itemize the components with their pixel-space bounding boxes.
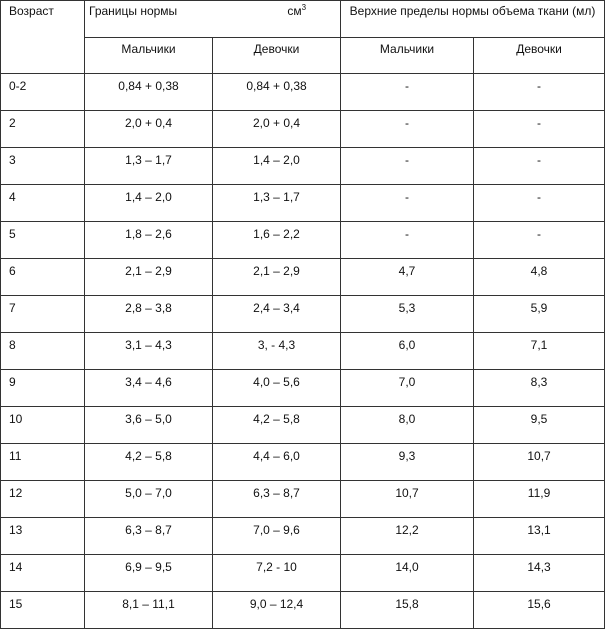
upper-boys-cell: 15,8 (341, 592, 474, 629)
upper-girls-cell: 9,5 (474, 407, 605, 444)
upper-boys-cell: 6,0 (341, 333, 474, 370)
table-row (1, 370, 605, 407)
norm-boys-cell: 3,1 – 4,3 (85, 333, 213, 370)
table-row (1, 259, 605, 296)
age-cell: 13 (1, 518, 85, 555)
norm-girls-cell: 3, - 4,3 (213, 333, 341, 370)
norm-boys-cell: 4,2 – 5,8 (85, 444, 213, 481)
upper-girls-cell: - (474, 111, 605, 148)
upper-boys-header: Мальчики (341, 38, 474, 74)
norm-boys-cell: 2,8 – 3,8 (85, 296, 213, 333)
norm-boys-cell: 1,3 – 1,7 (85, 148, 213, 185)
upper-girls-cell: 8,3 (474, 370, 605, 407)
age-cell: 2 (1, 111, 85, 148)
upper-boys-cell: - (341, 185, 474, 222)
norm-boys-cell: 8,1 – 11,1 (85, 592, 213, 629)
upper-boys-cell: 4,7 (341, 259, 474, 296)
table-row (1, 481, 605, 518)
table-row (1, 74, 605, 111)
upper-boys-cell: 14,0 (341, 555, 474, 592)
norm-boys-cell: 3,6 – 5,0 (85, 407, 213, 444)
table-row (1, 444, 605, 481)
norm-boys-cell: 0,84 + 0,38 (85, 74, 213, 111)
age-cell: 14 (1, 555, 85, 592)
table-row (1, 333, 605, 370)
norm-boys-cell: 2,0 + 0,4 (85, 111, 213, 148)
header-row-sub (1, 38, 605, 74)
norm-girls-cell: 6,3 – 8,7 (213, 481, 341, 518)
norm-girls-cell: 1,6 – 2,2 (213, 222, 341, 259)
norm-boys-header: Мальчики (85, 38, 213, 74)
upper-boys-cell: 8,0 (341, 407, 474, 444)
norm-girls-header: Девочки (213, 38, 341, 74)
norm-girls-cell: 2,0 + 0,4 (213, 111, 341, 148)
upper-girls-cell: 7,1 (474, 333, 605, 370)
table-row (1, 185, 605, 222)
norm-girls-cell: 7,0 – 9,6 (213, 518, 341, 555)
norm-girls-cell: 7,2 - 10 (213, 555, 341, 592)
norm-limits-unit: $см^3$ (287, 3, 307, 18)
norm-girls-cell: 0,84 + 0,38 (213, 74, 341, 111)
age-cell: 10 (1, 407, 85, 444)
age-cell: 4 (1, 185, 85, 222)
norm-boys-cell: 2,1 – 2,9 (85, 259, 213, 296)
norm-girls-cell: 4,2 – 5,8 (213, 407, 341, 444)
table-row (1, 296, 605, 333)
upper-girls-cell: - (474, 148, 605, 185)
upper-girls-cell: 15,6 (474, 592, 605, 629)
table-row (1, 555, 605, 592)
upper-boys-cell: 5,3 (341, 296, 474, 333)
age-cell: 8 (1, 333, 85, 370)
table-row (1, 148, 605, 185)
norm-limits-title: Границы нормы (89, 4, 178, 18)
upper-boys-cell: 9,3 (341, 444, 474, 481)
upper-boys-cell: - (341, 222, 474, 259)
norm-girls-cell: 1,3 – 1,7 (213, 185, 341, 222)
age-cell: 15 (1, 592, 85, 629)
table-row (1, 222, 605, 259)
table-row (1, 518, 605, 555)
upper-limits-header: Верхние пределы нормы объема ткани (мл) (341, 1, 605, 38)
upper-girls-cell: 5,9 (474, 296, 605, 333)
norm-girls-cell: 2,4 – 3,4 (213, 296, 341, 333)
norm-limits-header (85, 1, 341, 38)
upper-boys-cell: 12,2 (341, 518, 474, 555)
norm-boys-cell: 5,0 – 7,0 (85, 481, 213, 518)
table-row (1, 592, 605, 629)
upper-boys-cell: 10,7 (341, 481, 474, 518)
norm-boys-cell: 1,4 – 2,0 (85, 185, 213, 222)
norm-girls-cell: 2,1 – 2,9 (213, 259, 341, 296)
norm-boys-cell: 3,4 – 4,6 (85, 370, 213, 407)
table-row (1, 111, 605, 148)
upper-girls-cell: 14,3 (474, 555, 605, 592)
age-cell: 9 (1, 370, 85, 407)
norm-girls-cell: 1,4 – 2,0 (213, 148, 341, 185)
upper-girls-cell: 11,9 (474, 481, 605, 518)
norm-boys-cell: 1,8 – 2,6 (85, 222, 213, 259)
upper-boys-cell: 7,0 (341, 370, 474, 407)
upper-girls-cell: 4,8 (474, 259, 605, 296)
age-cell: 7 (1, 296, 85, 333)
age-column-header: Возраст (1, 1, 85, 74)
upper-girls-cell: 13,1 (474, 518, 605, 555)
norm-girls-cell: 4,0 – 5,6 (213, 370, 341, 407)
age-cell: 3 (1, 148, 85, 185)
upper-boys-cell: - (341, 74, 474, 111)
upper-girls-cell: - (474, 222, 605, 259)
header-row-top (1, 1, 605, 38)
age-cell: 5 (1, 222, 85, 259)
age-cell: 11 (1, 444, 85, 481)
upper-girls-cell: - (474, 74, 605, 111)
age-cell: 6 (1, 259, 85, 296)
norm-girls-cell: 9,0 – 12,4 (213, 592, 341, 629)
norm-boys-cell: 6,9 – 9,5 (85, 555, 213, 592)
upper-boys-cell: - (341, 148, 474, 185)
age-cell: 12 (1, 481, 85, 518)
norm-boys-cell: 6,3 – 8,7 (85, 518, 213, 555)
upper-boys-cell: - (341, 111, 474, 148)
upper-girls-header: Девочки (474, 38, 605, 74)
upper-girls-cell: 10,7 (474, 444, 605, 481)
upper-girls-cell: - (474, 185, 605, 222)
age-cell: 0-2 (1, 74, 85, 111)
table-row (1, 407, 605, 444)
norm-girls-cell: 4,4 – 6,0 (213, 444, 341, 481)
